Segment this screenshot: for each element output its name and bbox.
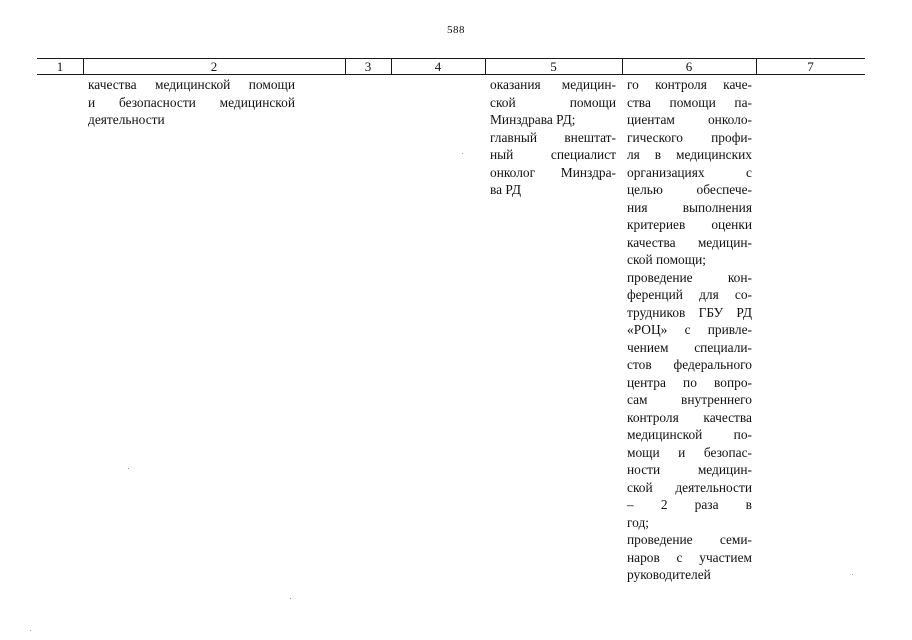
cell-line: гического профи- <box>627 129 752 145</box>
cell-line: наров с участием <box>627 549 752 565</box>
scan-speck <box>30 630 31 631</box>
cell-line: и безопасности медицинской <box>88 94 295 110</box>
cell-line: мощи и безопас- <box>627 444 752 460</box>
cell-line: ния выполнения <box>627 199 752 215</box>
cell-line: качества медицинской помощи <box>88 77 295 92</box>
column-number-7: 7 <box>807 59 814 74</box>
column-number-3: 3 <box>364 59 372 74</box>
cell-line: го контроля каче- <box>627 77 752 92</box>
cell-line: год; <box>627 514 650 530</box>
cell-line: стов федерального <box>627 357 752 372</box>
cell-line: деятельности <box>88 112 165 127</box>
cell-line: ской помощи; <box>627 252 706 267</box>
cell-line: циентам онколо- <box>627 112 752 127</box>
column-number-6: 6 <box>685 59 693 74</box>
scan-speck <box>462 153 463 154</box>
cell-line: «РОЦ» с привле- <box>627 322 752 337</box>
cell-line: ской деятельности <box>627 479 752 495</box>
cell-line: оказания медицин- <box>490 77 616 92</box>
cell-line: организациях с <box>627 164 752 180</box>
cell-line: ства помощи па- <box>627 94 752 110</box>
cell-line: качества медицин- <box>627 234 752 250</box>
cell-line: Минздрава РД; <box>490 112 576 127</box>
cell-line: целью обеспече- <box>627 182 752 197</box>
cell-line: сам внутреннего <box>627 392 752 407</box>
scan-speck <box>290 598 291 599</box>
cell-line: ля в медицинских <box>627 147 752 162</box>
scan-speck <box>852 574 853 575</box>
cell-line: ференций для со- <box>627 287 752 302</box>
column-number-4: 4 <box>434 59 442 74</box>
cell-line: – 2 раза в <box>627 497 752 512</box>
cell-line: критериев оценки <box>627 217 752 232</box>
column-number-2: 2 <box>210 59 218 74</box>
cell-line: центра по вопро- <box>627 374 752 390</box>
cell-line: онколог Минздра- <box>490 164 616 180</box>
column-number-5: 5 <box>550 59 557 74</box>
cell-line: чением специали- <box>627 339 752 355</box>
row-cell-column-6 <box>627 76 752 584</box>
cell-line: проведение семи- <box>627 532 752 547</box>
cell-line: ва РД <box>490 182 522 197</box>
document-table <box>37 58 865 582</box>
cell-line: контроля качества <box>627 409 752 425</box>
cell-line: ности медицин- <box>627 462 752 477</box>
row-cell-column-2 <box>88 76 295 129</box>
cell-line: медицинской по- <box>627 427 752 442</box>
cell-line: руководителей <box>627 567 711 582</box>
row-cell-column-5 <box>490 76 616 199</box>
cell-line: ный специалист <box>490 147 616 162</box>
cell-line: проведение кон- <box>627 269 752 285</box>
scan-speck <box>128 468 129 469</box>
table-header-row <box>37 58 865 75</box>
cell-line: трудников ГБУ РД <box>627 304 752 320</box>
cell-line: ской помощи <box>490 94 616 110</box>
column-number-1: 1 <box>56 59 64 74</box>
page-number: 588 <box>447 24 465 36</box>
cell-line: главный внештат- <box>490 129 616 145</box>
